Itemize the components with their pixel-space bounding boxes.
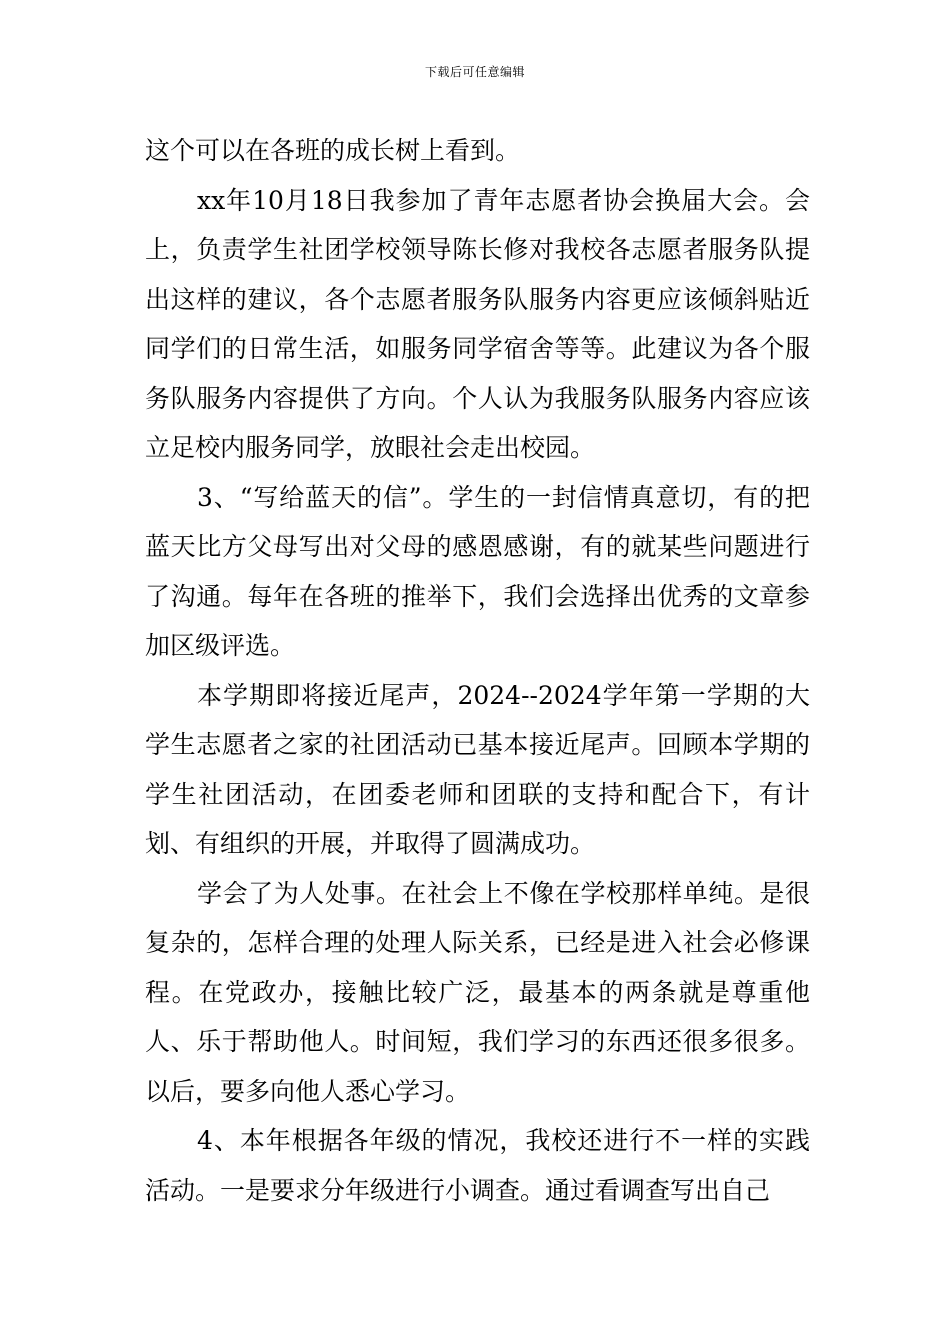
document-body [145, 126, 810, 1215]
page-header: 下载后可任意编辑 [424, 65, 525, 79]
paragraph-1: 这个可以在各班的成长树上看到。 [145, 136, 521, 165]
paragraph-5: 学会了为人处事。在社会上不像在学校那样单纯。是很复杂的，怎样合理的处理人际关系，已经是进入社会必修课程。在党政办，接触比较广泛，最基本的两条就是尊重他人、乐于帮助他人。时间短，我们学习的东西还很多很多。以后，要多向他人悉心学习。 [145, 878, 810, 1106]
paragraph-2: xx年10月18日我参加了青年志愿者协会换届大会。会上，负责学生社团学校领导陈长修对我校各志愿者服务队提出这样的建议，各个志愿者服务队服务内容更应该倾斜贴近同学们的日常生活，如服务同学宿舍等等。此建议为各个服务队服务内容提供了方向。个人认为我服务队服务内容应该立足校内服务同学，放眼社会走出校园。 [145, 185, 810, 462]
paragraph-4: 本学期即将接近尾声，2024--2024学年第一学期的大学生志愿者之家的社团活动已基本接近尾声。回顾本学期的学生社团活动，在团委老师和团联的支持和配合下，有计划、有组织的开展，并取得了圆满成功。 [145, 680, 810, 858]
paragraph-3: 3、“写给蓝天的信”。学生的一封信情真意切，有的把蓝天比方父母写出对父母的感恩感谢，有的就某些问题进行了沟通。每年在各班的推举下，我们会选择出优秀的文章参加区级评选。 [145, 482, 810, 660]
paragraph-6: 4、本年根据各年级的情况，我校还进行不一样的实践活动。一是要求分年级进行小调查。通过看调查写出自己 [145, 1126, 810, 1205]
